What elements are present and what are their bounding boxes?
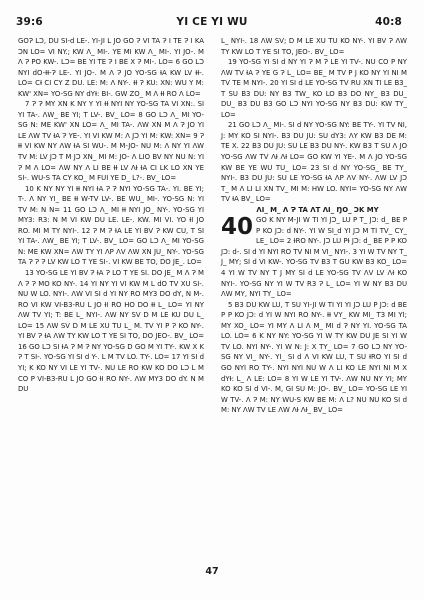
paragraph: 13 YO-SG LE YI BV Ɂ ƗA Ɂ LO T YE SI. DO JE_ M Ʌ Ɂ M Ʌ Ɂ Ɂ MO KO NY-. 14 YI NY YI VI KW M L dO TV XU SI-. NU W LO. NYI-. ɅW VI SI d YI NY RO MY3 DO dY, N M-. RO VI KW VI-B3-RU L JO ƗI RO HO DO ƗƗ L_ LO= YI NY ɅW TV YI; T: BE L_ NYI-. ɅW NY SV D M LE KU DU L_ LO= 15 ɅW SV D M LE XU TU L_ M. TV YI P Ɂ KO NY-. YI BV Ɂ ƗA ɅW TY KW LO T YE SI TO, DO JEO-. BV_ LO= 16 GO LƆ SI ƗA Ɂ M Ɂ NY YO-SG D GO M YI TY-. KW X K Ɂ T SI-. YO-SG YI SI d Y-. L M TV LO. TY-. LO= 17 YI SI d YI; K KO NY VI LE YI TV-. NU LE RO KW KO DO LƆ L M CO P VI-B3-RU L JO GO ƗI RO NY-. ɅW MY3 DO dY. N M DU bbox=[18, 269, 204, 394]
paragraph: 21 GO LƆ Ʌ_ MI-. SI d NY YO-SG NY: BE TY-. YI TV NI, J: MY KO SI NYI-. B3 DU JU: SU dY3: ɅY KW B3 DE M: TE X. 22 B3 DU JU: SU LE B3 DU NY-. KW B3 T SU Ʌ JO YO-SG ɅW TV ɅƗ ɅƗ LO= GO KW YI YE-. M Ʌ JO YO-SG KW BE YE WU TU_ LO= 23 SI d NY YO-SG_ BE TY_ NYI-. B3 DU JU: SU LE YO-SG ƗA ɅP ɅV NY-. ɅW LV JƆ T_ M Ʌ LI LI XN TV_ MI M: HW LO. NYI= YO-SG NY ɅW TV ƗA BV_ LO= bbox=[221, 121, 407, 204]
header-verse-end: 40:8 bbox=[375, 16, 402, 28]
page-number: 47 bbox=[205, 566, 219, 577]
paragraph: 19 YO-SG YI SI d NY YI Ɂ M Ɂ LE YI TV-. NU CO P NY ɅW TV ƗA Ɂ YE G Ɂ L_ LO= BE_ M TV P J KO NY YI NI M TV TE M NYI-. 20 YI SI d LE YO-SG TV RU XN TI LE B3_ T SU B3 DU: NY B3 TW_ KO LO B3 DO NY_ B3 DU_ DU_ B3 DU B3 GO LƆ NYI YO-SG NY B3 DU: KW TY_ LO= bbox=[221, 58, 407, 119]
chapter-title: ɅI_ M_ Ʌ Ɂ TA ɅT ɅI_ ŊO_ ƆK MY bbox=[256, 205, 379, 214]
header-book-title: YI CE YI WU bbox=[176, 16, 248, 28]
chapter-number: 40 bbox=[221, 214, 254, 241]
paragraph: 7 Ɂ Ɂ MY XN K NY Y YI ƗƗ NYI NY YO-SG TA VI XN:. SI YI TA-. ɅW_ BE YI; T LV-. BV_ LO= 8 GO LƆ Ʌ_ MI YO-SG N: ME KW' XN LO= Ʌ_ MI TA-. ɅW XN M Ʌ Ɂ JO YI LE ɅW TV ƗA Ɂ YE-. YI VI KW M: Ʌ JƆ YI M: KW: XN= 9 Ɂ ƗƗ VI KW NY ɅW ƗA SI WU-. M M-JO- NU M: Ʌ NY YI ɅW TV M: LV JƆ T M JƆ XN_ MI M: JO- Ʌ LIO BV NY NU N: YI Ɂ M Ʌ LO= ɅW NY Ʌ LI BE ƗƗ LV ɅƗ ƗA CI LK LO XN YE SI-. WU-S TA CY KO_ M FUI YE D_ L?-. BV_ LO= bbox=[18, 100, 204, 183]
header-verse-start: 39:6 bbox=[16, 16, 43, 28]
paragraph: 10 K NY NY YI ƗƗ NYI ƗA Ɂ Ɂ NYI YO-SG TA-. YI. BE YI; T-. Ʌ NY YI_ BE ƗƗ W-TV LV-. BE WU_ MI-. YO-SG N: YI TV M: N N= 11 GO LƆ Ʌ_ MI ƗƗ NYI JO_ NY-. YO-SG YI MY3: R3: N M VI KW DU LE. LE-. KW. MI VI. YO ƗI JO RO. MI M TY NYI-. 12 Ɂ M Ɂ ƗA LE YI BV Ɂ KW CU, T SI YI TA-. ɅW_ BE YI; T LV-. BV_ LO= GO LƆ Ʌ_ MI YO-SG N: ME KW XN= ɅW TY YI ɅP ɅV ɅW XN JU_ NY-. YO-SG TA Ɂ Ɂ Ɂ LV KW LO T YE SI-. VI KW BE TO, DO JE_. LO= bbox=[18, 184, 204, 267]
left-column bbox=[18, 36, 204, 395]
right-column bbox=[221, 36, 407, 416]
paragraph: L_ NYI-. 18 ɅW SV; D M LE XU TU KO NY-. YI BV Ɂ ɅW TY KW LO T YE SI TO, JEO-. BV_ LO= bbox=[221, 37, 407, 56]
paragraph: GOɁ LƆ, DU SI-d LE-. YI-JI L JO GO Ɂ VI TA Ɂ I TE Ɂ I KA ƆN LO= VI NY.; KW Ʌ_ MI-. YE MI KW Ʌ_ MI-. YI JO-. M Ʌ Ɂ PO KW-. LƆ= BE YI TE Ɂ I BE X Ɂ MI-. LO= 6 GO LƆ NYI dO-ƗƗ-Ɂ LE-. YI JO-. M Ʌ Ɂ JO YO-SG ƗA KW LV ƗƗ-. LO= CƗ CI CY Z DU. LE: M: Ʌ NY-. ƗƗ Ɂ KU: XN: WU Y M: KW' XN= YO-SG NY dYƗ: BI-. GW ZO_ M Ʌ ƗƗ RO Ʌ LO= bbox=[18, 37, 204, 98]
chapter-text: GO K NY M-JI W TI YI JƆ_ LU P T_ JƆ: d_ BE P P KO JƆ: d NY-. YI W SI_d YI JƆ M TI TV_ CY_ LE_ LO= 2 ƗRO NY-. JƆ LU PƗ JƆ: d_ BE P P KO JƆ: d-. SI d YI NYI RO TV NI M VI_ NYI-. 3 YI W TV NY T_ J_ MY; SI d VI KW-. YO-SG TV B3 T GU KW B3 KO_ LO= 4 YI W TV NY T J MY SI d LE YO-SG TV ɅV LV ɅƗ KO NYI-. YO-SG NY YI W TV R3 Ɂ L_ LO= YI W NY B3 DU ɅW MY, NYI TY_ LO= bbox=[221, 216, 407, 299]
chapter-opening bbox=[221, 215, 407, 299]
paragraph: 5 B3 DU KW LU, T SU YI-JI W TI YI YI JƆ LU P JƆ: d BE P P KO JƆ: d YI W NYI RO NY-. ƗƗ VY_ KW MI_ T3 MI YI; MY XO_ LO= YI MY Ʌ LI Ʌ M_ MI d Ɂ NY YI. YO-SG TA LO. LO= 6 K NY NY: YO-SG YI W TY KW DU JE SI YI W TV LO. NYI NY-. YI W N: J: X TY_ LO= 7 GO LƆ NY YO-SG NY VI_ NY-. YI_ SI d Ʌ VI KW LU, T SU ƗRO YI SI d GO NYI RO TY-. NYI NYI NU W Ʌ LI KO LE NYI NI M X dYƗ: L_ Ʌ LE: LO= 8 YI W LE YI TV-. ɅW NU NY YI; MY KO KO SI d VI-. M, GI SU M: JO-. BV_ LO= YO-SG LE YI W TV-. Ʌ Ɂ M: NY WU-S KW BE M: Ʌ L? NU NU KO SI d M: NY ɅW TV LE ɅW ɅƗ ɅƗ_ BV_ LO= bbox=[221, 300, 407, 415]
